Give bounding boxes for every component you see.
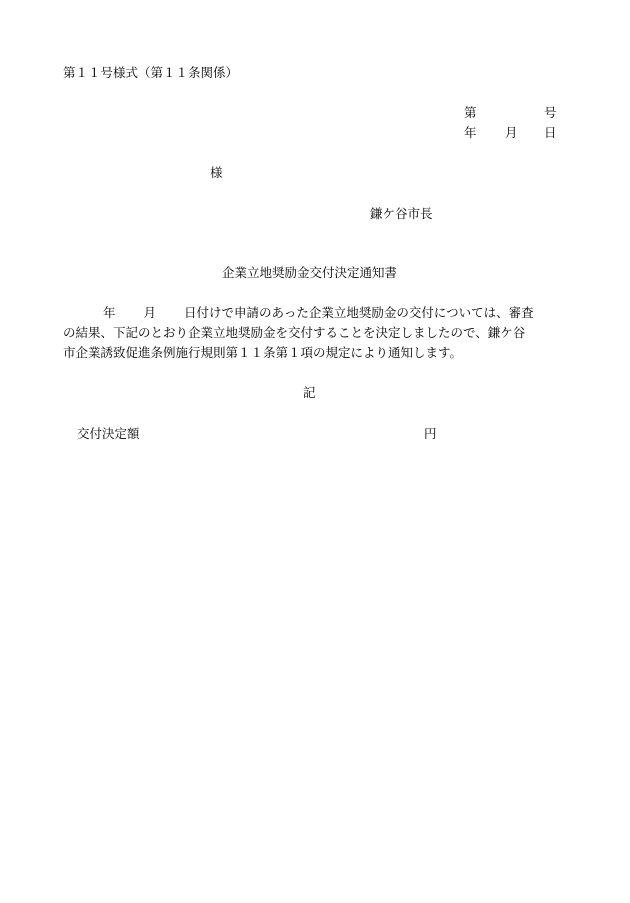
document-title: 企業立地奨励金交付決定通知書 [222,265,398,280]
date-month-label: 月 [505,125,518,140]
amount-label: 交付決定額 [77,426,140,441]
body-line-1 [63,303,563,323]
sender-name: 鎌ケ谷市長 [370,206,433,221]
body-month-label: 月 [143,305,157,320]
form-number: 第１１号様式（第１１条関係） [63,65,239,80]
body-line-1-text: 日付けで申請のあった企業立地奨励金の交付については、審査 [184,305,534,320]
recipient-suffix: 様 [210,165,223,180]
body-line-3: 市企業誘致促進条例施行規則第１１条第１項の規定により通知します。 [63,345,463,360]
doc-number-prefix: 第 [464,105,477,120]
body-year-label: 年 [103,305,116,320]
date-year-label: 年 [464,125,477,140]
body-line-2: の結果、下記のとおり企業立地奨励金を交付することを決定しましたので、鎌ケ谷 [63,325,526,340]
date-day-label: 日 [544,125,557,140]
body-text [63,303,563,363]
doc-number-suffix: 号 [544,105,557,120]
amount-unit: 円 [424,426,437,441]
ki-heading: 記 [303,385,316,400]
